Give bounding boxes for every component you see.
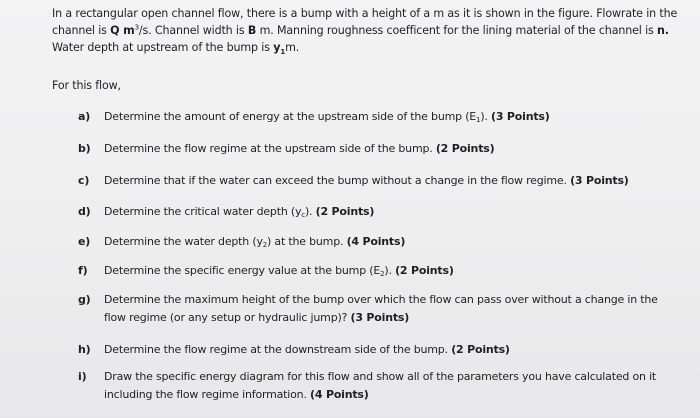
question-points: (2 Points): [395, 264, 454, 277]
problem-statement: [52, 5, 682, 56]
question-text: Determine the amount of energy at the upstream side of the bump (E1). (3 Points): [104, 110, 550, 124]
question-e: [78, 233, 649, 252]
question-g: [78, 291, 669, 327]
intro-text-5: m.: [285, 41, 300, 54]
question-points: (2 Points): [315, 205, 375, 218]
question-label: f): [78, 264, 88, 277]
question-label: h): [78, 343, 91, 356]
question-f: [78, 262, 649, 281]
flowrate-symbol: Q m: [110, 24, 135, 37]
manning-symbol: n.: [657, 24, 669, 37]
question-text: Determine the maximum height of the bump over which the flow can pass over without a change in the flow regime (or any setup or hydraulic jump)? (3 Points): [104, 293, 658, 324]
question-text: Draw the specific energy diagram for this flow and show all of the parameters you have calculated on it including the flow regime information. (4 Points): [104, 370, 657, 401]
question-label: a): [78, 110, 91, 123]
question-text: Determine the water depth (y2) at the bump. (4 Points): [104, 235, 406, 249]
question-text: Determine the flow regime at the upstream side of the bump. (2 Points): [104, 142, 495, 155]
question-points: (3 Points): [491, 110, 550, 123]
flowrate-exponent: 3: [134, 23, 139, 32]
question-points: (2 Points): [451, 343, 510, 356]
for-this-flow-heading: For this flow,: [52, 79, 121, 92]
question-label: g): [78, 293, 91, 306]
depth-symbol: $y_1$: [273, 41, 286, 57]
question-h: [78, 341, 649, 359]
question-points: (2 Points): [435, 142, 495, 155]
question-c: [78, 172, 684, 190]
question-label: b): [78, 142, 91, 155]
question-d: [78, 203, 649, 222]
question-text: Determine the specific energy value at the bump (E2). (2 Points): [104, 264, 454, 278]
question-points: (4 Points): [346, 235, 406, 248]
intro-text-3: m. Manning roughness coefficent for the lining material of the channel is: [256, 24, 658, 37]
question-i: [78, 368, 674, 404]
question-points: (3 Points): [350, 311, 410, 324]
question-text: Determine that if the water can exceed the bump without a change in the flow regime. (3 Points): [104, 174, 629, 187]
question-label: e): [78, 235, 91, 248]
intro-text-4: Water depth at upstream of the bump is: [52, 41, 274, 54]
question-label: d): [78, 205, 91, 218]
question-label: c): [78, 174, 90, 187]
intro-text-2: /s. Channel width is: [138, 24, 248, 37]
question-points: (4 Points): [310, 388, 369, 401]
question-text: Determine the critical water depth (yc). (2 Points): [104, 205, 375, 219]
question-label: i): [78, 370, 87, 383]
width-symbol: B: [247, 24, 257, 37]
question-a: [78, 108, 649, 127]
question-b: [78, 140, 649, 158]
question-text: Determine the flow regime at the downstream side of the bump. (2 Points): [104, 343, 510, 356]
intro-text-1: In a rectangular open channel flow, there is a bump with a height of a m as it is shown in the figure. Flowrate in the channel is: [52, 7, 678, 37]
question-points: (3 Points): [570, 174, 629, 187]
